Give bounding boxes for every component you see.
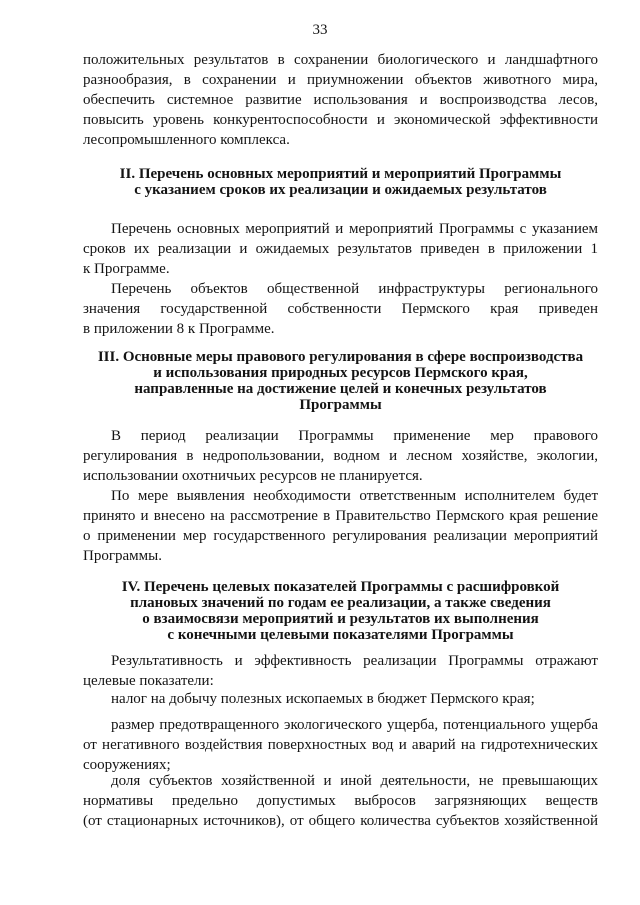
text-line: обеспечить системное развитие использования и воспроизводства лесов, (83, 92, 598, 108)
text-line: регулирования в недропользовании, водном и лесном хозяйстве, экологии, (83, 448, 598, 464)
heading-line: Программы (299, 397, 382, 413)
text-line: использовании охотничьих ресурсов не планируется. (83, 468, 423, 484)
heading-line: с конечными целевыми показателями Программы (167, 627, 514, 643)
section-4-paragraph-2 (83, 689, 598, 709)
text-line: Программы. (83, 548, 162, 564)
text-line: о применении мер государственного регулирования реализации мероприятий (83, 528, 598, 544)
text-line: В период реализации Программы применение мер правового (111, 428, 598, 444)
section-4-paragraph-1 (83, 651, 598, 691)
text-line: сооружениях; (83, 757, 171, 773)
heading-line: II. Перечень основных мероприятий и мероприятий Программы (119, 166, 562, 182)
text-line: лесопромышленного комплекса. (83, 132, 290, 148)
text-line: положительных результатов в сохранении биологического и ландшафтного (83, 52, 598, 68)
heading-line: с указанием сроков их реализации и ожидаемых результатов (134, 182, 547, 198)
heading-line: о взаимосвязи мероприятий и результатов их выполнения (142, 611, 539, 627)
section-3-paragraph-2 (83, 486, 598, 566)
heading-line: IV. Перечень целевых показателей Программы с расшифровкой (121, 579, 560, 595)
section-2-heading (83, 166, 598, 198)
text-line: Перечень объектов общественной инфраструктуры регионального (111, 281, 598, 297)
text-line: повысить уровень конкурентоспособности и экономической эффективности (83, 112, 598, 128)
section-4-heading (83, 579, 598, 643)
section-4-paragraph-4 (83, 771, 598, 831)
text-line: размер предотвращенного экологического ущерба, потенциального ущерба (111, 717, 598, 733)
text-line: значения государственной собственности Пермского края приведен (83, 301, 598, 317)
heading-line: плановых значений по годам ее реализации, а также сведения (130, 595, 551, 611)
text-line: принято и внесено на рассмотрение в Правительство Пермского края решение (83, 508, 598, 524)
text-line: Результативность и эффективность реализации Программы отражают (111, 653, 598, 669)
text-line: от негативного воздействия поверхностных вод и аварий на гидротехнических (83, 737, 598, 753)
section-2-paragraph-1 (83, 219, 598, 279)
text-line: налог на добычу полезных ископаемых в бюджет Пермского края; (111, 691, 535, 707)
section-3-paragraph-1 (83, 426, 598, 486)
text-line: доля субъектов хозяйственной и иной деятельности, не превышающих (111, 773, 598, 789)
text-line: сроков их реализации и ожидаемых результатов приведен в приложении 1 (83, 241, 598, 257)
page-number: 33 (312, 22, 328, 38)
heading-line: и использования природных ресурсов Пермского края, (153, 365, 528, 381)
text-line: к Программе. (83, 261, 170, 277)
intro-paragraph (83, 50, 598, 150)
heading-line: III. Основные меры правового регулирования в сфере воспроизводства (97, 349, 584, 365)
text-line: разнообразия, в сохранении и приумножении объектов животного мира, (83, 72, 598, 88)
text-line: (от стационарных источников), от общего количества субъектов хозяйственной (83, 813, 598, 829)
section-2-paragraph-2 (83, 279, 598, 339)
text-line: нормативы предельно допустимых выбросов загрязняющих веществ (83, 793, 598, 809)
section-3-heading (83, 349, 598, 413)
text-line: По мере выявления необходимости ответственным исполнителем будет (111, 488, 598, 504)
heading-line: направленные на достижение целей и конечных результатов (134, 381, 547, 397)
text-line: в приложении 8 к Программе. (83, 321, 275, 337)
text-line: Перечень основных мероприятий и мероприятий Программы с указанием (111, 221, 598, 237)
section-4-paragraph-3 (83, 715, 598, 775)
text-line: целевые показатели: (83, 673, 214, 689)
